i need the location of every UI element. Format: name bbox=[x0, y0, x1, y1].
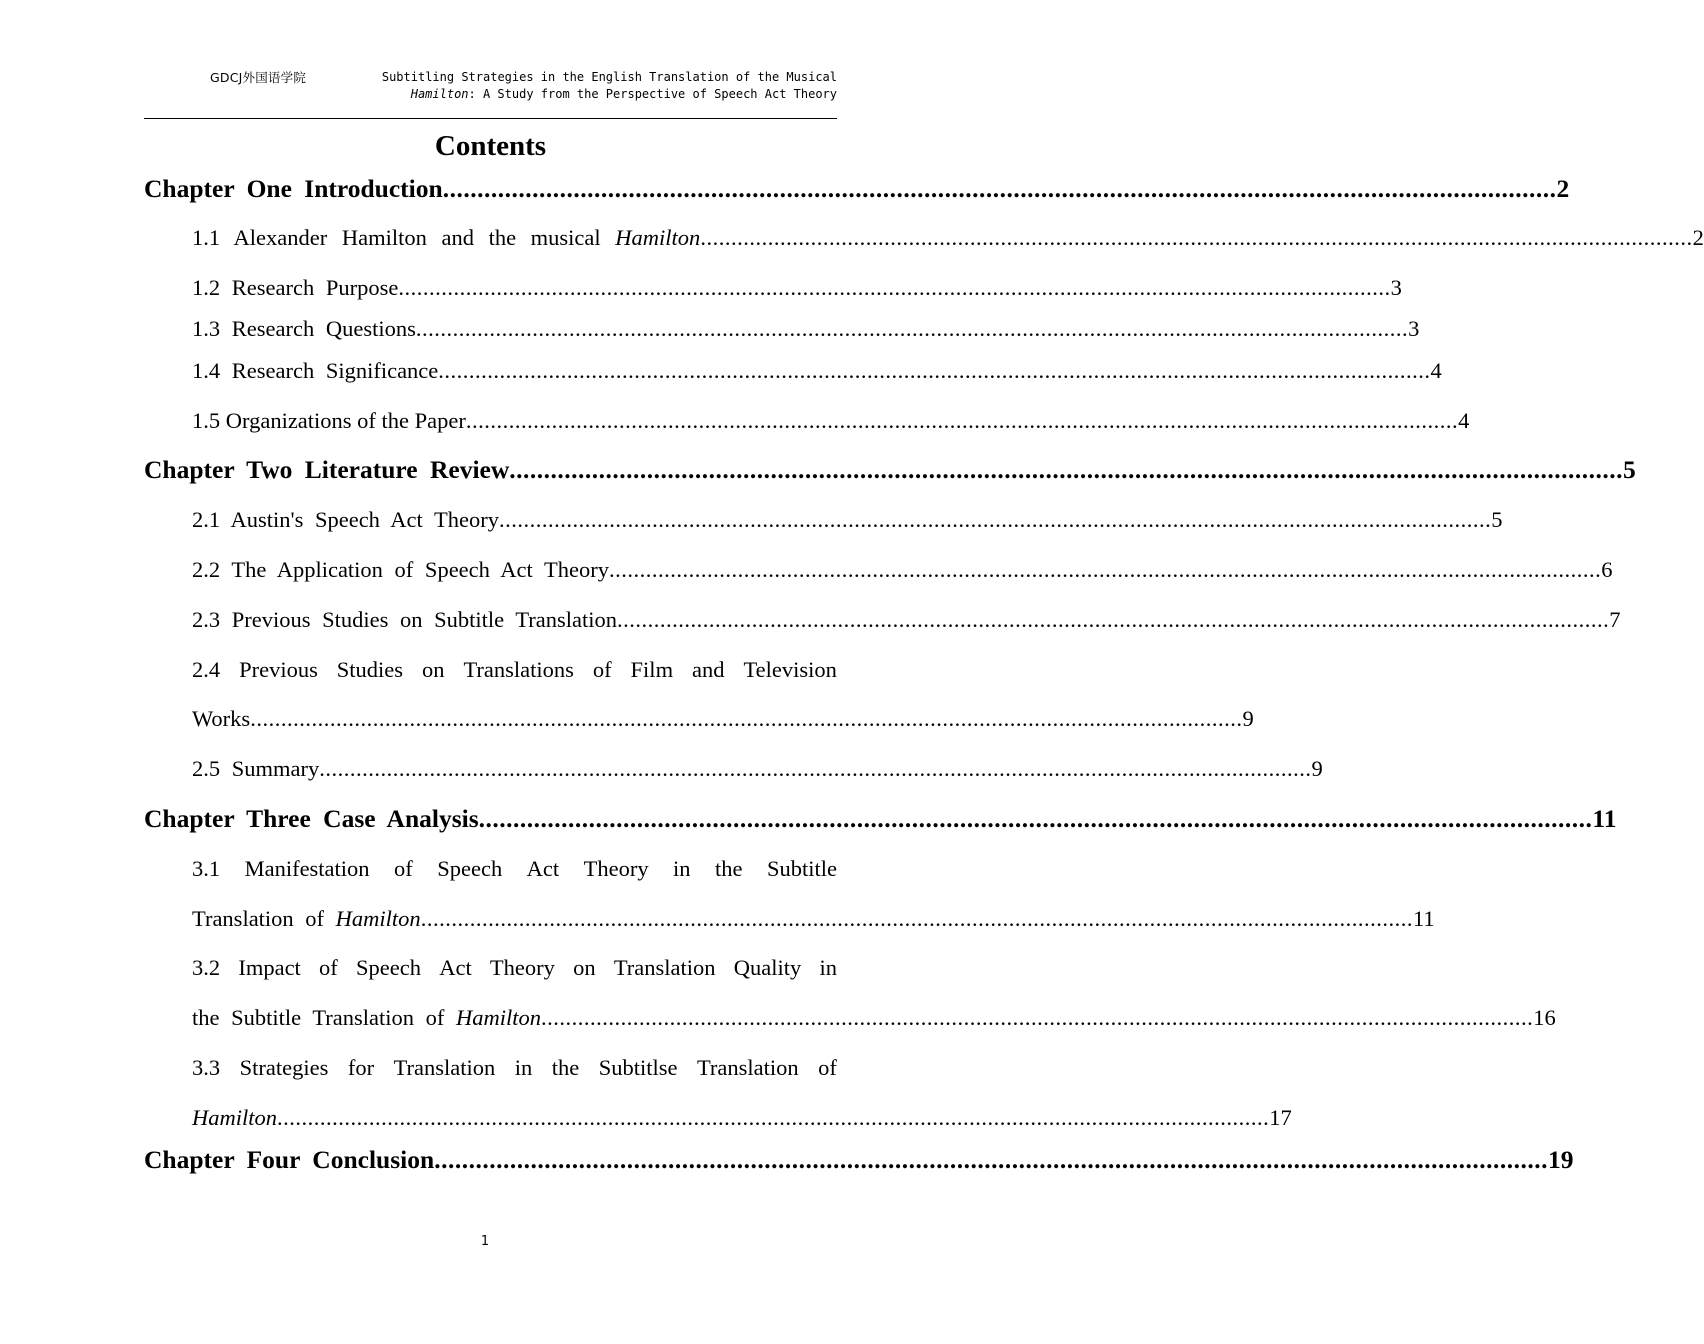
toc-leader-dots: .................................................................................................................................................................. bbox=[541, 1005, 1534, 1030]
toc-entry-3-1[interactable] bbox=[192, 906, 1435, 932]
toc-entry-text: 1.5 Organizations of the Paper bbox=[192, 408, 466, 433]
toc-entry-text: 2.2 The Application of Speech Act Theory bbox=[192, 557, 609, 582]
header-institution: GDCJ外国语学院 bbox=[210, 70, 307, 85]
toc-entry-text: Works bbox=[192, 706, 251, 731]
toc-entry-text: 2.1 Austin's Speech Act Theory bbox=[192, 507, 499, 532]
toc-entry-page: 5 bbox=[1491, 507, 1503, 532]
toc-entry-2-3[interactable] bbox=[192, 607, 1621, 633]
toc-entry-page: 2 bbox=[1692, 225, 1704, 250]
toc-entry-page: 2 bbox=[1556, 174, 1570, 203]
header-paper-title bbox=[382, 69, 837, 103]
toc-entry-2-4[interactable] bbox=[192, 706, 1254, 732]
toc-entry-page: 17 bbox=[1269, 1105, 1292, 1130]
toc-leader-dots: .................................................................................................................................................................. bbox=[465, 408, 1459, 433]
toc-entry-text: Chapter Two Literature Review bbox=[144, 455, 510, 484]
toc-entry-page: 9 bbox=[1311, 756, 1323, 781]
toc-entry-chapter-one[interactable] bbox=[144, 174, 1570, 204]
toc-entry-page: 16 bbox=[1533, 1005, 1556, 1030]
toc-entry-page: 4 bbox=[1430, 358, 1442, 383]
toc-entry-text: Chapter One Introduction bbox=[144, 174, 443, 203]
toc-leader-dots: .................................................................................................................................................................. bbox=[700, 225, 1693, 250]
toc-leader-dots: .................................................................................................................................................................. bbox=[438, 358, 1431, 383]
toc-entry-1-3[interactable] bbox=[192, 316, 1420, 342]
toc-leader-dots: .................................................................................................................................................................. bbox=[499, 507, 1492, 532]
toc-entry-page: 6 bbox=[1601, 557, 1613, 582]
toc-entry-1-5[interactable] bbox=[192, 408, 1470, 434]
toc-entry-page: 11 bbox=[1592, 804, 1617, 833]
toc-entry-chapter-four[interactable] bbox=[144, 1145, 1574, 1175]
toc-leader-dots: .................................................................................................................................................................. bbox=[420, 906, 1413, 931]
toc-entry-chapter-two[interactable] bbox=[144, 455, 1636, 485]
toc-leader-dots: .................................................................................................................................................................. bbox=[319, 756, 1312, 781]
toc-leader-dots: .................................................................................................................................................................. bbox=[509, 455, 1624, 484]
toc-entry-text: Chapter Three Case Analysis bbox=[144, 804, 479, 833]
toc-entry-page: 3 bbox=[1390, 275, 1402, 300]
toc-entry-text: Translation of Hamilton bbox=[192, 906, 421, 931]
toc-leader-dots: .................................................................................................................................................................. bbox=[398, 275, 1391, 300]
toc-leader-dots: .................................................................................................................................................................. bbox=[478, 804, 1593, 833]
header-title-line-1: Subtitling Strategies in the English Translation of the Musical bbox=[381, 70, 837, 84]
header-title-rest: : A Study from the Perspective of Speech Act Theory bbox=[468, 87, 837, 101]
toc-entry-2-5[interactable] bbox=[192, 756, 1323, 782]
toc-entry-text: 2.5 Summary bbox=[192, 756, 320, 781]
toc-entry-1-1[interactable] bbox=[192, 225, 1704, 251]
toc-entry-text: 1.1 Alexander Hamilton and the musical Hamilton bbox=[192, 225, 701, 250]
toc-leader-dots: .................................................................................................................................................................. bbox=[434, 1145, 1548, 1174]
toc-entry-page: 9 bbox=[1242, 706, 1254, 731]
toc-entry-page: 5 bbox=[1623, 455, 1636, 484]
toc-leader-dots: .................................................................................................................................................................. bbox=[415, 316, 1409, 341]
header-title-line-2 bbox=[382, 86, 837, 103]
toc-entry-1-4[interactable] bbox=[192, 358, 1442, 384]
toc-entry-1-2[interactable] bbox=[192, 275, 1402, 301]
toc-leader-dots: .................................................................................................................................................................. bbox=[442, 174, 1557, 203]
toc-entry-3-2[interactable] bbox=[192, 1005, 1556, 1031]
toc-entry-text: 1.2 Research Purpose bbox=[192, 275, 399, 300]
toc-title: Contents bbox=[434, 130, 547, 162]
toc-leader-dots: .................................................................................................................................................................. bbox=[617, 607, 1610, 632]
header-divider bbox=[144, 118, 837, 119]
toc-entry-3-3-line-1[interactable]: 3.3 Strategies for Translation in the Subtitlse Translation of bbox=[192, 1055, 837, 1080]
toc-entry-3-1-line-1[interactable]: 3.1 Manifestation of Speech Act Theory in the Subtitle bbox=[192, 856, 837, 881]
toc-entry-text: 1.4 Research Significance bbox=[192, 358, 439, 383]
page-number: 1 bbox=[480, 1234, 490, 1249]
toc-entry-2-4-line-1[interactable]: 2.4 Previous Studies on Translations of Film and Television bbox=[192, 657, 837, 682]
header-title-italic: Hamilton bbox=[410, 87, 469, 101]
toc-entry-page: 3 bbox=[1408, 316, 1420, 341]
toc-entry-page: 4 bbox=[1458, 408, 1470, 433]
toc-entry-text: 2.3 Previous Studies on Subtitle Translation bbox=[192, 607, 618, 632]
toc-entry-page: 19 bbox=[1547, 1145, 1574, 1174]
toc-entry-3-3[interactable] bbox=[192, 1105, 1292, 1131]
toc-entry-text: Chapter Four Conclusion bbox=[144, 1145, 435, 1174]
toc-entry-chapter-three[interactable] bbox=[144, 804, 1617, 834]
toc-entry-2-2[interactable] bbox=[192, 557, 1613, 583]
toc-entry-2-1[interactable] bbox=[192, 507, 1503, 533]
toc-entry-text: the Subtitle Translation of Hamilton bbox=[192, 1005, 542, 1030]
toc-entry-text: Hamilton bbox=[192, 1105, 278, 1130]
toc-entry-page: 7 bbox=[1609, 607, 1621, 632]
toc-entry-text: 1.3 Research Questions bbox=[192, 316, 416, 341]
toc-leader-dots: .................................................................................................................................................................. bbox=[608, 557, 1602, 582]
toc-leader-dots: .................................................................................................................................................................. bbox=[250, 706, 1243, 731]
toc-entry-3-2-line-1[interactable]: 3.2 Impact of Speech Act Theory on Translation Quality in bbox=[192, 955, 837, 980]
toc-entry-page: 11 bbox=[1412, 906, 1435, 931]
toc-leader-dots: .................................................................................................................................................................. bbox=[277, 1105, 1270, 1130]
